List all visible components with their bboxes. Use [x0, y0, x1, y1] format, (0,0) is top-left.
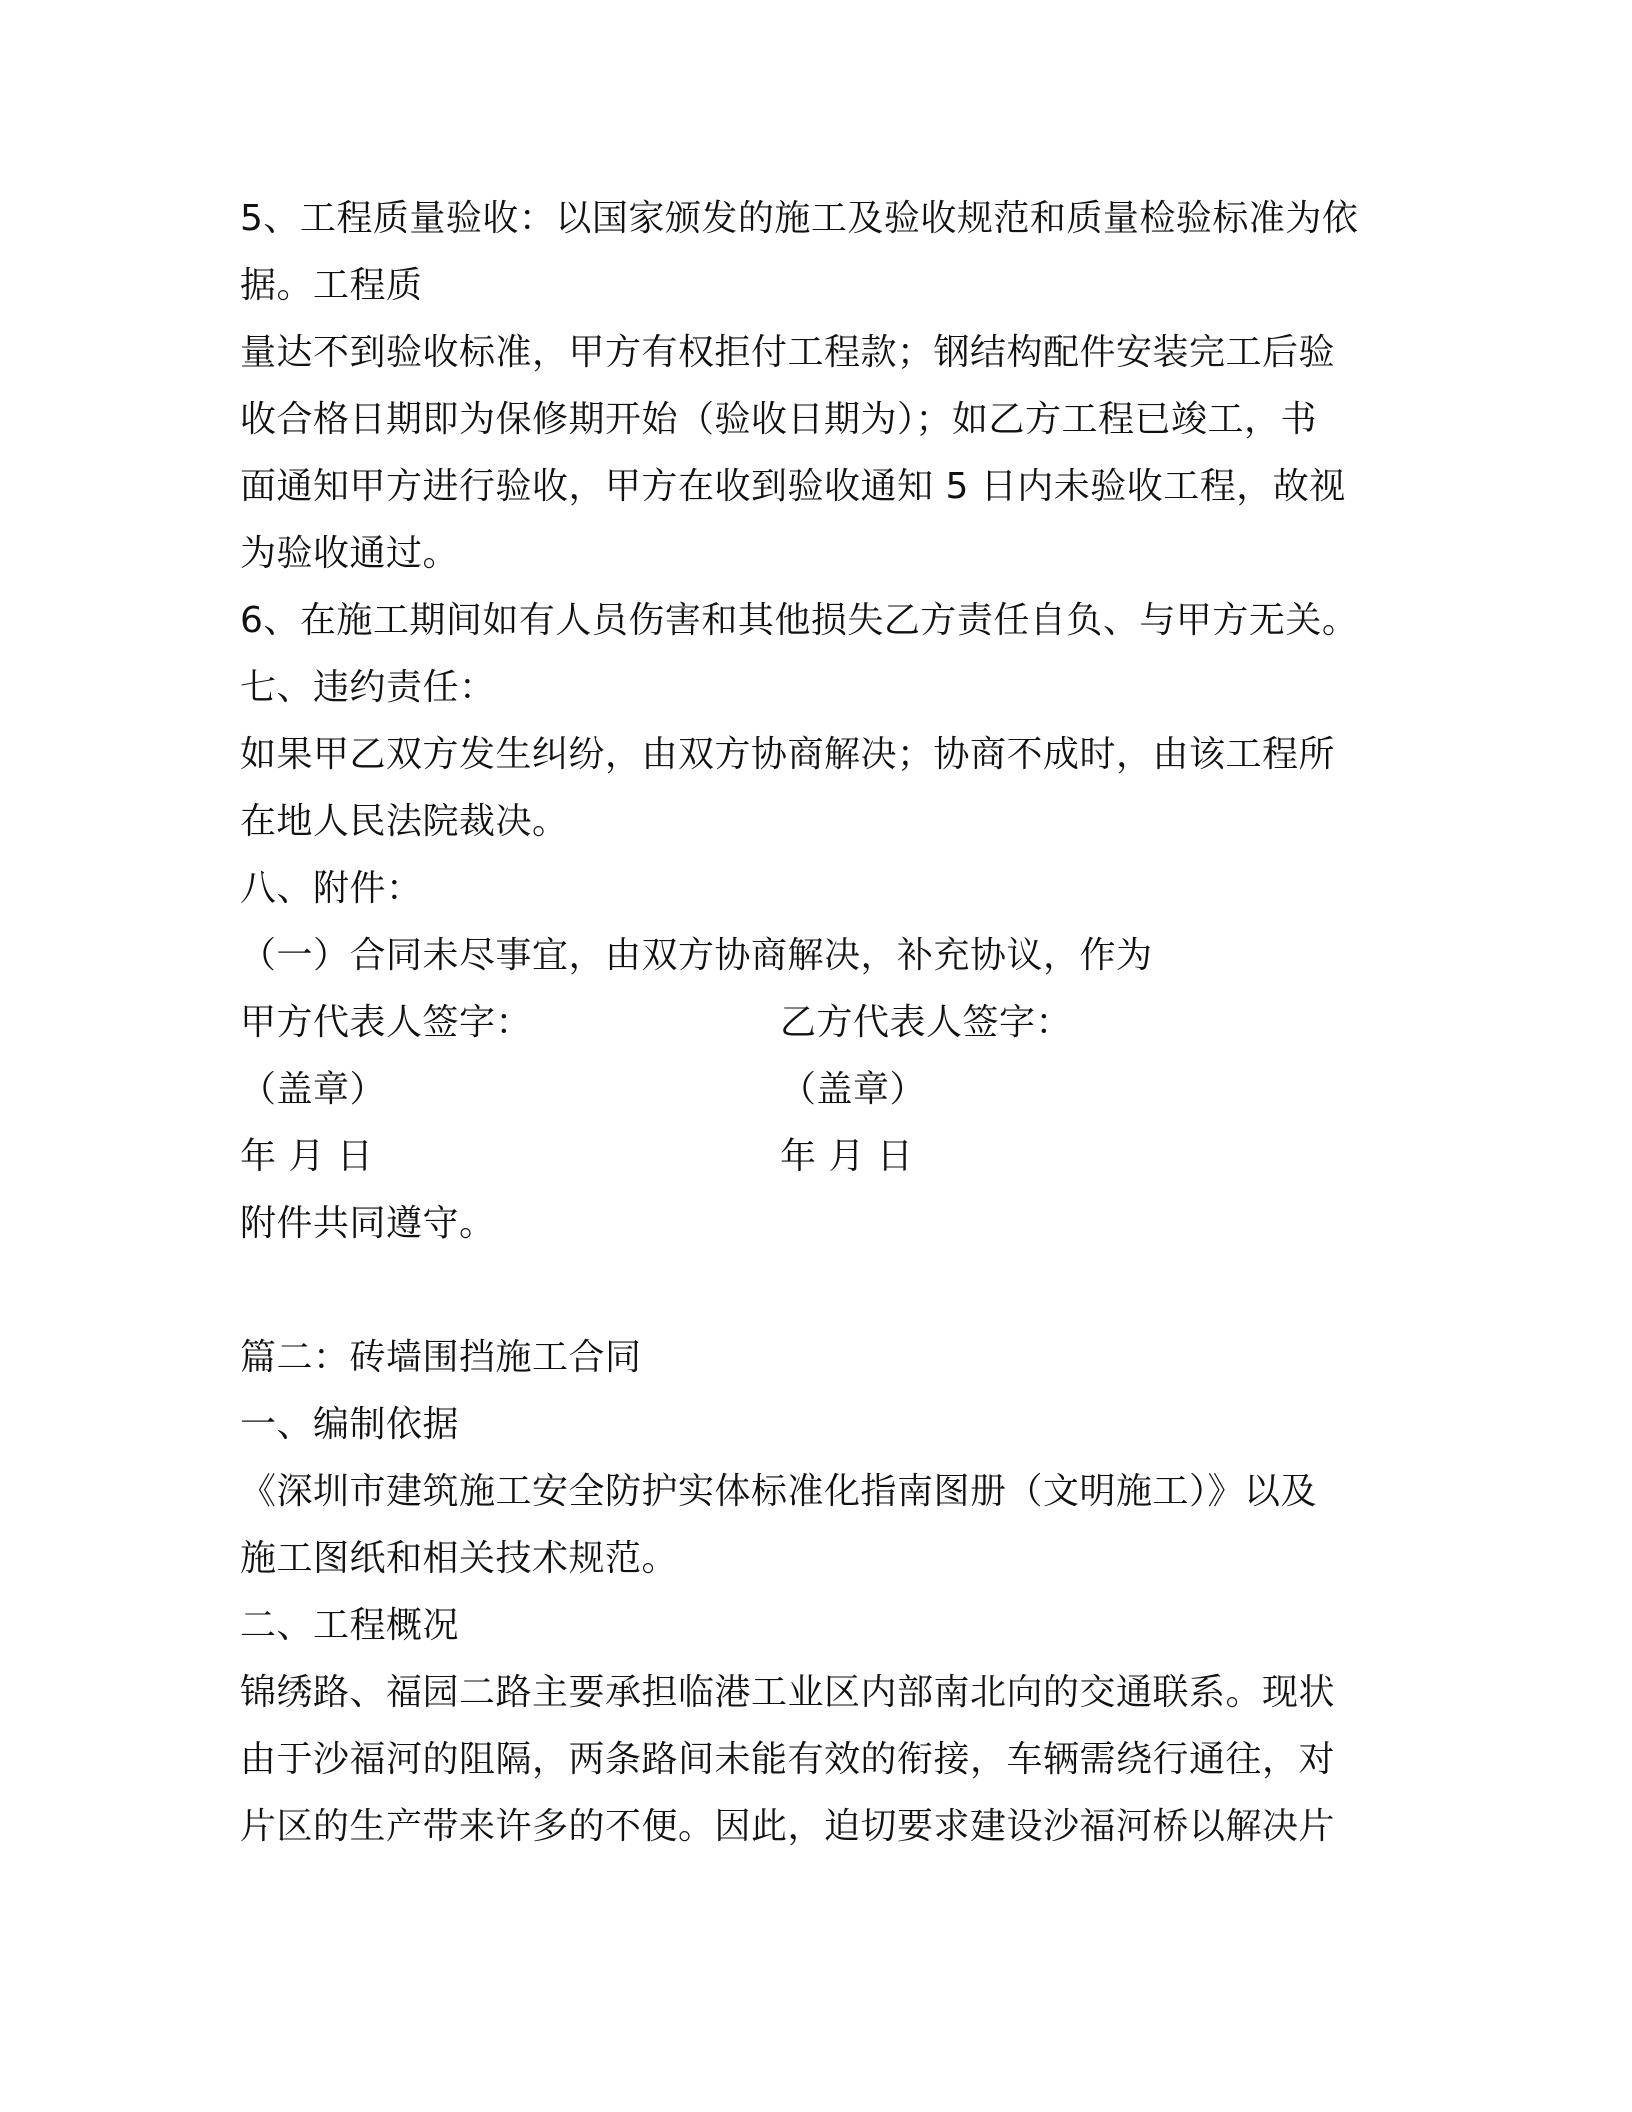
paragraph-line: 《深圳市建筑施工安全防护实体标准化指南图册（文明施工）》以及 — [240, 1471, 1318, 1512]
party-b-seal: （盖章） — [780, 1069, 927, 1110]
party-b-signature-label: 乙方代表人签字： — [780, 1002, 1073, 1043]
document-title: 篇二：砖墙围挡施工合同 — [240, 1337, 642, 1378]
paragraph-line: 5、工程质量验收：以国家颁发的施工及验收规范和质量检验标准为依 — [240, 198, 1359, 239]
paragraph-line: 由于沙福河的阻隔，两条路间未能有效的衔接，车辆需绕行通往，对 — [240, 1739, 1336, 1780]
party-b-date: 年 月 日 — [780, 1136, 914, 1177]
section-heading: 七、违约责任： — [240, 667, 496, 708]
paragraph-line: 为验收通过。 — [240, 533, 460, 574]
paragraph-line: 面通知甲方进行验收，甲方在收到验收通知 5 日内未验收工程，故视 — [240, 466, 1346, 507]
party-a-seal: （盖章） — [240, 1069, 387, 1110]
paragraph-line: 如果甲乙双方发生纠纷，由双方协商解决；协商不成时，由该工程所 — [240, 734, 1336, 775]
party-a-date: 年 月 日 — [240, 1136, 374, 1177]
paragraph-line: （一）合同未尽事宜，由双方协商解决，补充协议，作为 — [240, 935, 1153, 976]
section-heading: 二、工程概况 — [240, 1605, 460, 1646]
paragraph-line: 在地人民法院裁决。 — [240, 801, 569, 842]
paragraph-line: 6、在施工期间如有人员伤害和其他损失乙方责任自负、与甲方无关。 — [240, 600, 1359, 641]
section-heading: 一、编制依据 — [240, 1404, 460, 1445]
paragraph-line: 施工图纸和相关技术规范。 — [240, 1538, 679, 1579]
paragraph-line: 片区的生产带来许多的不便。因此，迫切要求建设沙福河桥以解决片 — [240, 1806, 1336, 1847]
paragraph-line: 收合格日期即为保修期开始（验收日期为）；如乙方工程已竣工，书 — [240, 399, 1318, 440]
paragraph-line: 锦绣路、福园二路主要承担临港工业区内部南北向的交通联系。现状 — [240, 1672, 1336, 1713]
paragraph-line: 附件共同遵守。 — [240, 1203, 496, 1244]
party-a-signature-label: 甲方代表人签字： — [240, 1002, 533, 1043]
paragraph-line: 量达不到验收标准，甲方有权拒付工程款；钢结构配件安装完工后验 — [240, 332, 1336, 373]
section-heading: 八、附件： — [240, 868, 423, 909]
paragraph-line: 据。工程质 — [240, 265, 423, 306]
